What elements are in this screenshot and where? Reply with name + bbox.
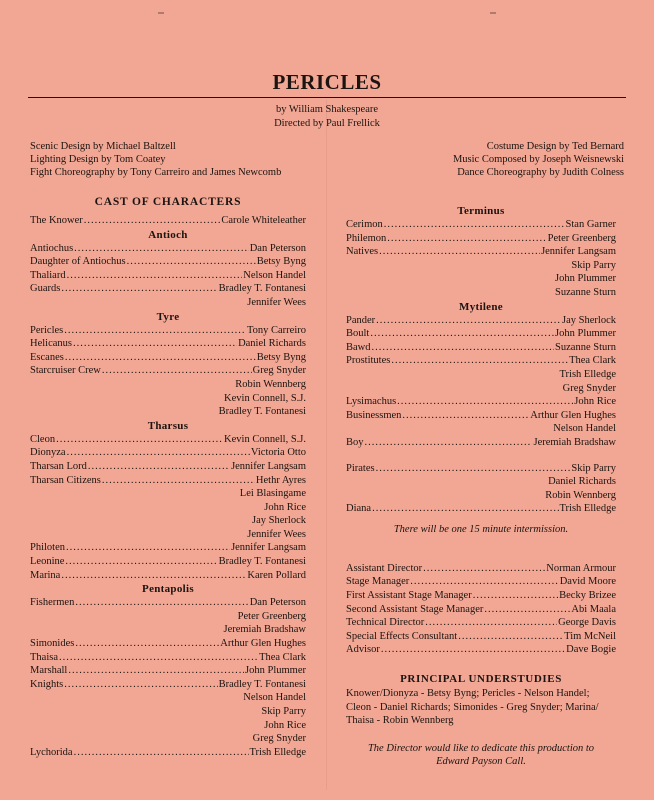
actor-name: Robin Wennberg	[235, 378, 306, 390]
staff-role: Stage Manager	[346, 576, 410, 588]
role-name: Prostitutes	[346, 355, 391, 367]
role-name: Knights	[30, 678, 64, 690]
dot-leader	[65, 351, 256, 365]
cast-row	[346, 272, 616, 286]
staff-row	[346, 575, 616, 589]
cast-list-right	[346, 204, 616, 516]
print-mark	[490, 12, 496, 14]
staff-row	[346, 603, 616, 617]
dedication	[346, 742, 616, 769]
staff-name: Abi Maala	[571, 603, 616, 615]
dedication-line: Edward Payson Call.	[436, 756, 526, 768]
dot-leader	[102, 474, 255, 488]
role-name: The Knower	[30, 215, 83, 226]
cast-row	[346, 259, 616, 273]
cast-row	[30, 324, 306, 338]
cast-row	[30, 378, 306, 392]
cast-row	[30, 623, 306, 637]
actor-name: Nelson Handel	[243, 269, 306, 281]
actor-name: Arthur Glen Hughes	[220, 638, 306, 650]
actor-name: Thea Clark	[569, 355, 616, 367]
cast-row	[346, 327, 616, 341]
cast-row	[30, 405, 306, 419]
dot-leader	[64, 324, 246, 338]
title-rule	[28, 97, 626, 98]
credit-line: Scenic Design by Michael Baltzell	[30, 141, 176, 152]
cast-row	[30, 337, 306, 351]
actor-name: Skip Parry	[261, 706, 306, 717]
staff-row	[346, 616, 616, 630]
actor-name: Jay Sherlock	[252, 515, 306, 527]
dot-leader	[410, 575, 558, 589]
role-name: Leonine	[30, 556, 65, 568]
role-name: Lychorida	[30, 746, 73, 758]
cast-row	[30, 719, 306, 733]
actor-name: Greg Snyder	[252, 733, 306, 745]
dot-leader	[127, 255, 256, 269]
role-name: Starcruiser Crew	[30, 365, 101, 377]
actor-name: John Rice	[264, 719, 306, 731]
cast-row	[30, 474, 306, 488]
role-name: Escanes	[30, 351, 64, 363]
cast-row	[346, 502, 616, 516]
actor-name: Tony Carreiro	[246, 324, 306, 336]
cast-row	[30, 364, 306, 378]
cast-heading: CAST OF CHARACTERS	[94, 196, 242, 208]
staff-name: Tim McNeil	[564, 630, 616, 642]
role-name: Bawd	[346, 341, 371, 353]
staff-name: Norman Armour	[546, 562, 616, 574]
actor-name: Suzanne Sturn	[555, 286, 616, 298]
location-heading: Pentapolis	[142, 583, 194, 596]
actor-name: Nelson Handel	[243, 692, 306, 704]
role-name: Antiochus	[30, 242, 74, 254]
actor-name: Nelson Handel	[553, 423, 616, 435]
cast-row	[346, 286, 616, 300]
dot-leader	[68, 664, 244, 678]
dot-leader	[376, 314, 561, 328]
role-name: Helicanus	[30, 338, 72, 350]
cast-row	[30, 569, 306, 583]
cast-row	[30, 351, 306, 365]
actor-name: Bradley T. Fontanesi	[218, 556, 306, 568]
role-name: Marina	[30, 569, 61, 581]
role-name: Lysimachus	[346, 396, 397, 408]
actor-name: Kevin Connell, S.J.	[224, 433, 306, 445]
role-name: Boult	[346, 328, 370, 340]
location-heading: Tharsus	[147, 419, 189, 432]
actor-name: Bradley T. Fontanesi	[218, 283, 306, 295]
actor-name: Greg Snyder	[252, 365, 306, 377]
understudy-line: Thaisa - Robin Wennberg	[346, 715, 454, 727]
actor-name: Jennifer Langsam	[231, 460, 306, 472]
cast-row	[346, 462, 616, 476]
dot-leader	[391, 354, 568, 368]
actor-name: Skip Parry	[571, 462, 616, 474]
actor-name: Trish Elledge	[249, 746, 306, 758]
staff-name: Dave Bogie	[566, 644, 616, 656]
cast-row	[30, 433, 306, 447]
credit-line: Fight Choreography by Tony Carreiro and James Newcomb	[30, 167, 282, 178]
actor-name: Jeremiah Bradshaw	[223, 624, 306, 636]
dot-leader	[458, 630, 563, 644]
cast-row	[30, 282, 306, 296]
cast-row	[30, 446, 306, 460]
dot-leader	[74, 746, 249, 760]
actor-name: Hethr Ayres	[255, 474, 306, 486]
cast-column-right	[346, 204, 616, 769]
staff-role: Advisor	[346, 644, 380, 656]
cast-row	[30, 705, 306, 719]
dot-leader	[102, 364, 252, 378]
actor-name: John Rice	[264, 501, 306, 513]
role-name: Thaisa	[30, 651, 58, 663]
actor-name: Daniel Richards	[238, 338, 306, 350]
role-name: Pander	[346, 314, 376, 326]
dot-leader	[61, 569, 246, 583]
director-line: Directed by Paul Frellick	[274, 118, 380, 129]
actor-name: Karen Pollard	[247, 569, 306, 581]
role-name: Diana	[346, 503, 372, 515]
dot-leader	[376, 462, 571, 476]
location-heading: Mytilene	[459, 300, 503, 313]
role-name: Simonides	[30, 638, 75, 650]
dot-leader	[73, 337, 237, 351]
dedication-line: The Director would like to dedicate this production to	[367, 742, 595, 754]
cast-row	[30, 528, 306, 542]
dot-leader	[370, 327, 554, 341]
cast-row	[346, 341, 616, 355]
dot-leader	[379, 245, 540, 259]
role-name: Businessmen	[346, 409, 402, 421]
role-name: Pirates	[346, 462, 375, 474]
cast-row	[30, 651, 306, 665]
cast-row	[346, 489, 616, 503]
dot-leader	[75, 596, 248, 610]
author-line: by William Shakespeare	[275, 104, 379, 115]
actor-name: Lei Blasingame	[239, 488, 306, 500]
cast-row	[346, 436, 616, 450]
location-heading: Tyre	[156, 310, 180, 323]
cast-row	[346, 368, 616, 382]
cast-row	[346, 218, 616, 232]
dot-leader	[67, 269, 243, 283]
dot-leader	[397, 395, 573, 409]
role-name: Philoten	[30, 542, 66, 554]
print-mark	[158, 12, 164, 14]
role-name: Dionyza	[30, 447, 66, 459]
role-name: Marshall	[30, 665, 68, 677]
dot-leader	[387, 232, 546, 246]
role-name: Daughter of Antiochus	[30, 256, 126, 268]
staff-row	[346, 589, 616, 603]
dot-leader	[59, 651, 258, 665]
role-name: Pericles	[30, 324, 64, 336]
role-name: Tharsan Lord	[30, 460, 87, 472]
cast-row	[30, 269, 306, 283]
cast-row	[30, 596, 306, 610]
actor-name: John Plummer	[555, 273, 616, 285]
actor-name: Arthur Glen Hughes	[530, 409, 616, 421]
cast-row	[30, 691, 306, 705]
actor-name: Peter Greenberg	[237, 610, 306, 622]
dot-leader	[365, 436, 533, 450]
location-heading: Antioch	[148, 228, 188, 241]
cast-row	[30, 487, 306, 501]
dot-leader	[473, 589, 558, 603]
actor-name: Betsy Byng	[256, 256, 306, 268]
dot-leader	[74, 242, 249, 256]
actor-name: Jay Sherlock	[562, 314, 616, 326]
dot-leader	[88, 460, 230, 474]
dot-leader	[61, 282, 217, 296]
staff-role: Technical Director	[346, 617, 425, 629]
actor-name: John Plummer	[555, 328, 616, 340]
cast-list-left	[30, 214, 306, 759]
staff-row	[346, 630, 616, 644]
understudies-text	[346, 687, 616, 728]
role-name: Guards	[30, 283, 61, 295]
actor-name: Robin Wennberg	[545, 489, 616, 501]
intermission-note: There will be one 15 minute intermission.	[393, 523, 569, 535]
role-name: Boy	[346, 436, 364, 448]
cast-row	[30, 296, 306, 310]
cast-row	[346, 245, 616, 259]
staff-role: Second Assistant Stage Manager	[346, 603, 484, 615]
cast-row	[30, 255, 306, 269]
cast-row	[346, 422, 616, 436]
cast-row	[346, 314, 616, 328]
staff-role: Assistant Director	[346, 562, 423, 574]
cast-row	[30, 392, 306, 406]
cast-row	[30, 664, 306, 678]
credits-right	[453, 140, 624, 179]
role-name: Tharsan Citizens	[30, 474, 101, 486]
actor-name: John Plummer	[245, 665, 306, 677]
staff-list	[346, 562, 616, 657]
dot-leader	[84, 214, 221, 228]
actor-name: Kevin Connell, S.J.	[224, 392, 306, 404]
dot-leader	[425, 616, 557, 630]
cast-row	[30, 610, 306, 624]
dot-leader	[372, 502, 558, 516]
actor-name: Victoria Otto	[250, 447, 306, 459]
actor-name: Trish Elledge	[559, 368, 616, 380]
cast-row	[346, 354, 616, 368]
cast-row	[30, 732, 306, 746]
actor-name: Suzanne Sturn	[555, 341, 616, 353]
credit-line: Music Composed by Joseph Weisnewski	[452, 154, 624, 165]
staff-role: Special Effects Consultant	[346, 630, 458, 642]
understudies-heading: PRINCIPAL UNDERSTUDIES	[400, 673, 562, 686]
actor-name: Betsy Byng	[256, 351, 306, 363]
cast-row	[30, 541, 306, 555]
actor-name: Jennifer Langsam	[231, 542, 306, 554]
actor-name: Skip Parry	[571, 259, 616, 271]
cast-row	[30, 637, 306, 651]
actor-name: Jennifer Langsam	[541, 246, 616, 258]
actor-name: Bradley T. Fontanesi	[218, 678, 306, 690]
cast-row	[30, 214, 306, 228]
page-fold	[326, 100, 327, 790]
role-name: Thaliard	[30, 269, 66, 281]
dot-leader	[66, 541, 230, 555]
role-name: Philemon	[346, 232, 387, 244]
cast-row	[30, 555, 306, 569]
cast-row	[346, 409, 616, 423]
cast-row	[30, 501, 306, 515]
staff-name: George Davis	[558, 617, 616, 629]
dot-leader	[64, 678, 217, 692]
dot-leader	[402, 409, 529, 423]
cast-row	[30, 460, 306, 474]
cast-row	[30, 678, 306, 692]
play-title: PERICLES	[272, 70, 382, 94]
role-name: Cleon	[30, 433, 56, 445]
staff-row	[346, 643, 616, 657]
actor-name: John Rice	[574, 396, 616, 408]
actor-name: Dan Peterson	[249, 597, 306, 609]
credit-line: Costume Design by Ted Bernard	[486, 141, 624, 152]
dot-leader	[484, 603, 570, 617]
role-name: Fishermen	[30, 597, 75, 609]
dot-leader	[423, 562, 545, 576]
understudy-line: Knower/Dionyza - Betsy Byng; Pericles - Nelson Handel;	[346, 688, 590, 700]
actor-name: Daniel Richards	[548, 476, 616, 488]
dot-leader	[384, 218, 565, 232]
cast-row	[346, 382, 616, 396]
staff-role: First Assistant Stage Manager	[346, 590, 472, 602]
cast-row	[30, 746, 306, 760]
actor-name: Stan Garner	[565, 219, 616, 230]
understudy-line: Cleon - Daniel Richards; Simonides - Greg Snyder; Marina/	[346, 701, 599, 713]
dot-leader	[67, 446, 250, 460]
dot-leader	[75, 637, 219, 651]
credits-left	[30, 140, 281, 179]
cast-row	[346, 395, 616, 409]
cast-row	[30, 242, 306, 256]
actor-name: Bradley T. Fontanesi	[218, 406, 306, 418]
staff-name: Becky Brizee	[559, 590, 616, 602]
actor-name: Jennifer Wees	[247, 296, 306, 308]
actor-name: Peter Greenberg	[547, 232, 616, 244]
cast-row	[346, 475, 616, 489]
cast-row	[30, 514, 306, 528]
actor-name: Jeremiah Bradshaw	[533, 436, 616, 448]
actor-name: Trish Elledge	[559, 503, 616, 515]
dot-leader	[372, 341, 555, 355]
actor-name: Dan Peterson	[249, 242, 306, 254]
actor-name: Carole Whiteleather	[221, 215, 306, 226]
location-heading: Terminus	[457, 205, 505, 217]
role-name: Cerimon	[346, 219, 383, 230]
staff-name: David Moore	[559, 576, 616, 588]
dot-leader	[65, 555, 217, 569]
dot-leader	[56, 433, 223, 447]
credit-line: Dance Choreography by Judith Colness	[457, 167, 624, 178]
actor-name: Greg Snyder	[562, 382, 616, 394]
actor-name: Thea Clark	[259, 651, 306, 663]
actor-name: Jennifer Wees	[247, 528, 306, 540]
credit-line: Lighting Design by Tom Coatey	[30, 154, 166, 165]
cast-row	[346, 232, 616, 246]
role-name: Natives	[346, 246, 379, 258]
staff-row	[346, 562, 616, 576]
cast-column-left	[30, 194, 306, 759]
dot-leader	[381, 643, 565, 657]
